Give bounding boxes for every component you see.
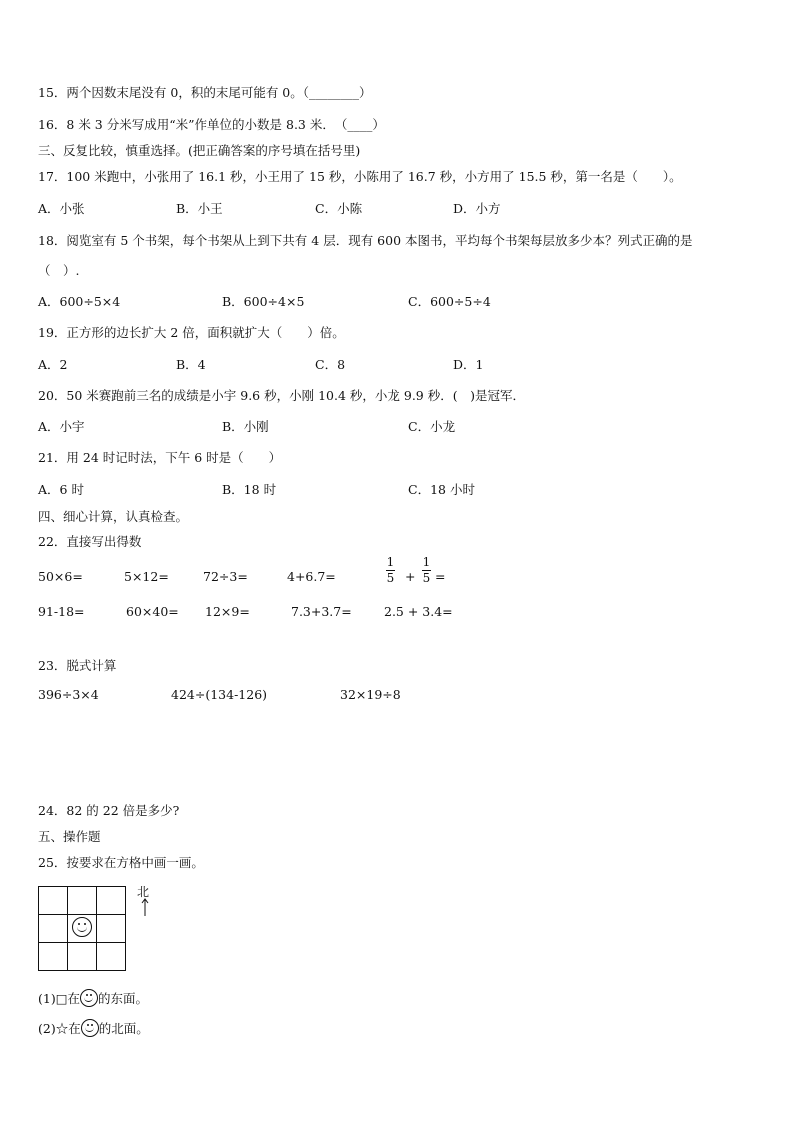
question-22: 22．直接写出得数 [38, 534, 142, 549]
calc-item: 91-18= [38, 604, 85, 619]
calc-item: 396÷3×4 [38, 687, 99, 702]
calc-item: 2.5 + 3.4= [384, 604, 453, 619]
q21-option-c[interactable]: C．18 小时 [408, 482, 475, 497]
q21-option-b[interactable]: B．18 时 [222, 482, 277, 497]
grid-cell[interactable] [97, 943, 126, 971]
q17-option-a[interactable]: A．小张 [38, 201, 85, 216]
calc-item: 12×9= [205, 604, 250, 619]
question-21: 21．用 24 时记时法，下午 6 时是（ ） [38, 450, 282, 465]
question-24: 24．82 的 22 倍是多少? [38, 803, 180, 818]
fraction-1: 1 5 [386, 555, 395, 585]
q21-option-a[interactable]: A．6 时 [38, 482, 84, 497]
grid-cell[interactable] [39, 915, 68, 943]
sub-question-1: (1)□在 的东面。 [38, 991, 149, 1006]
q18-option-a[interactable]: A．600÷5×4 [38, 294, 121, 309]
grid-cell[interactable] [68, 915, 97, 943]
calc-item: 50×6= [38, 569, 83, 584]
q19-option-c[interactable]: C．8 [315, 357, 346, 372]
q18-option-b[interactable]: B．600÷4×5 [222, 294, 305, 309]
q17-option-b[interactable]: B．小王 [176, 201, 223, 216]
calc-item: 4+6.7= [287, 569, 336, 584]
calc-item: 60×40= [126, 604, 179, 619]
section-3-heading: 三、反复比较，慎重选择。(把正确答案的序号填在括号里) [38, 143, 361, 158]
question-20: 20．50 米赛跑前三名的成绩是小宇 9.6 秒，小刚 10.4 秒，小龙 9.9 秒．( )是冠军． [38, 388, 525, 403]
q20-option-c[interactable]: C．小龙 [408, 419, 456, 434]
question-18-cont: （ ）. [38, 263, 80, 278]
grid-cell[interactable] [39, 943, 68, 971]
section-5-heading: 五、操作题 [38, 829, 101, 844]
q17-option-d[interactable]: D．小方 [453, 201, 501, 216]
q17-option-c[interactable]: C．小陈 [315, 201, 363, 216]
question-18: 18．阅览室有 5 个书架，每个书架从上到下共有 4 层．现有 600 本图书，平均每个书架每层放多少本？列式正确的是 [38, 233, 693, 248]
grid-cell[interactable] [68, 887, 97, 915]
q19-option-a[interactable]: A．2 [38, 357, 68, 372]
equals-sign: = [435, 569, 446, 584]
section-4-heading: 四、细心计算，认真检查。 [38, 509, 189, 524]
plus-sign: + [405, 569, 416, 584]
calc-item: 32×19÷8 [340, 687, 401, 702]
smiley-icon [72, 917, 92, 937]
question-19: 19．正方形的边长扩大 2 倍，面积就扩大（ ）倍。 [38, 325, 345, 340]
question-16: 16．8 米 3 分米写成用“米”作单位的小数是 8.3 米． （____） [38, 117, 385, 132]
q20-option-b[interactable]: B．小刚 [222, 419, 269, 434]
grid-cell[interactable] [39, 887, 68, 915]
grid-cell[interactable] [97, 887, 126, 915]
sub-question-2: (2)☆在 的北面。 [38, 1021, 149, 1036]
q18-option-c[interactable]: C．600÷5÷4 [408, 294, 491, 309]
fraction-2: 1 5 [422, 555, 431, 585]
question-17: 17．100 米跑中，小张用了 16.1 秒，小王用了 15 秒，小陈用了 16.7 秒，小方用了 15.5 秒，第一名是（ ）。 [38, 169, 682, 184]
question-15: 15．两个因数末尾没有 0，积的末尾可能有 0。（________） [38, 85, 372, 100]
calc-item: 72÷3= [203, 569, 248, 584]
question-25: 25．按要求在方格中画一画。 [38, 855, 204, 870]
smiley-icon [80, 989, 98, 1007]
grid-cell[interactable] [68, 943, 97, 971]
q19-option-d[interactable]: D．1 [453, 357, 484, 372]
north-label: 北 [137, 885, 150, 899]
calc-item: 7.3+3.7= [291, 604, 352, 619]
calc-item: 424÷(134-126) [171, 687, 268, 702]
question-23: 23．脱式计算 [38, 658, 117, 673]
q19-option-b[interactable]: B．4 [176, 357, 206, 372]
calc-item: 5×12= [124, 569, 169, 584]
q20-option-a[interactable]: A．小宇 [38, 419, 85, 434]
north-arrow-icon [140, 898, 150, 916]
smiley-icon [81, 1019, 99, 1037]
grid [38, 886, 126, 971]
grid-cell[interactable] [97, 915, 126, 943]
